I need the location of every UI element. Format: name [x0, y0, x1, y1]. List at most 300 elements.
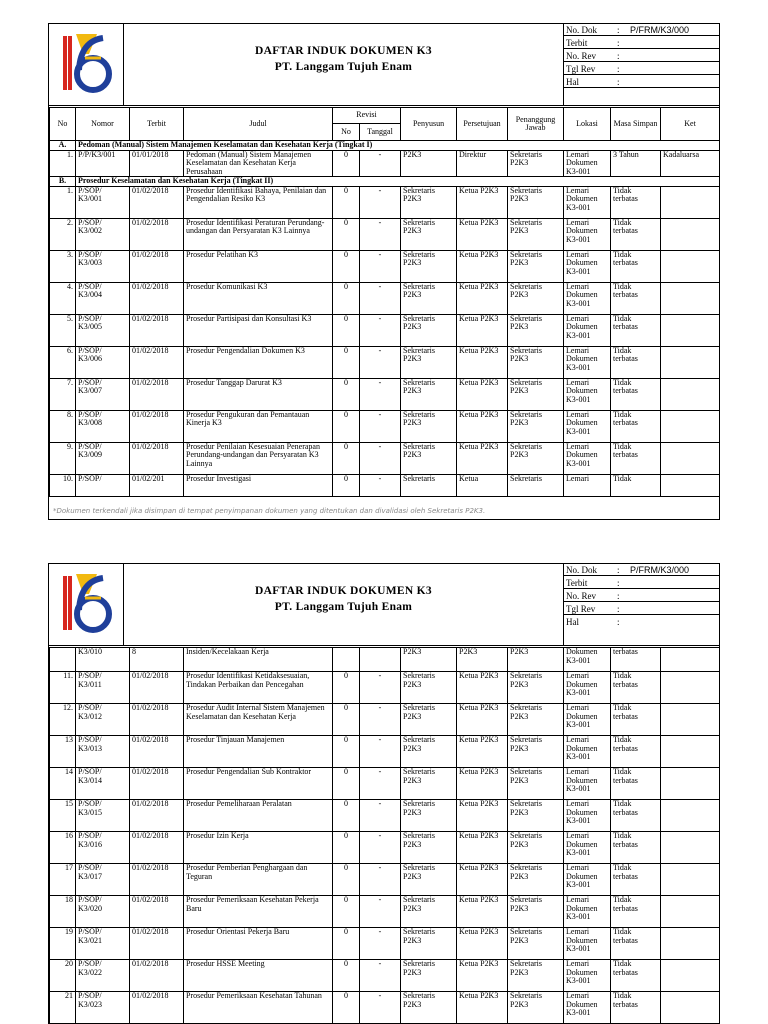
- cell-no: 17: [50, 864, 76, 896]
- cell-masa-simpan: Tidak terbatas: [611, 768, 661, 800]
- cell-masa-simpan: terbatas: [611, 648, 661, 672]
- cell-persetujuan: Ketua P2K3: [457, 250, 508, 282]
- col-header-penyusun: Penyusun: [401, 108, 457, 141]
- cell-penyusun: Sekretaris P2K3: [401, 768, 457, 800]
- cell-judul: Prosedur Partisipasi dan Konsultasi K3: [184, 314, 333, 346]
- cell-masa-simpan: Tidak terbatas: [611, 992, 661, 1024]
- cell-penanggung-jawab: Sekretaris P2K3: [508, 736, 564, 768]
- cell-no: 4.: [50, 282, 76, 314]
- cell-penanggung-jawab: Sekretaris P2K3: [508, 672, 564, 704]
- table-row: [50, 648, 720, 672]
- cell-rev-no: 0: [333, 186, 360, 218]
- cell-judul: Prosedur Tinjauan Manajemen: [184, 736, 333, 768]
- section-letter: A.: [50, 141, 76, 151]
- document-page-1: [48, 23, 720, 520]
- cell-persetujuan: Ketua P2K3: [457, 896, 508, 928]
- cell-no: 18: [50, 896, 76, 928]
- cell-judul: Prosedur Pemeriksaan Kesehatan Tahunan: [184, 992, 333, 1024]
- cell-penanggung-jawab: Sekretaris P2K3: [508, 282, 564, 314]
- cell-penyusun: Sekretaris P2K3: [401, 186, 457, 218]
- document-title-block: [124, 24, 564, 106]
- cell-persetujuan: Ketua P2K3: [457, 186, 508, 218]
- cell-lokasi: Lemari Dokumen K3-001: [564, 960, 611, 992]
- cell-masa-simpan: Tidak terbatas: [611, 736, 661, 768]
- meta-no-dok: No. Dok : P/FRM/K3/000: [564, 564, 719, 576]
- cell-judul: Prosedur Tanggap Darurat K3: [184, 378, 333, 410]
- cell-persetujuan: Ketua P2K3: [457, 864, 508, 896]
- cell-rev-tanggal: -: [360, 832, 401, 864]
- cell-nomor: P/SOP/ K3/005: [76, 314, 130, 346]
- cell-ket: [661, 442, 720, 474]
- cell-terbit: 01/02/2018: [130, 410, 184, 442]
- cell-rev-tanggal: [360, 648, 401, 672]
- table-row: [50, 672, 720, 704]
- cell-masa-simpan: Tidak terbatas: [611, 410, 661, 442]
- cell-judul: Pedoman (Manual) Sistem Manajemen Keselamatan dan Kesehatan Kerja Perusahaan: [184, 150, 333, 177]
- company-name: PT. Langgam Tujuh Enam: [274, 601, 413, 613]
- cell-terbit: 01/02/2018: [130, 928, 184, 960]
- cell-rev-tanggal: -: [360, 864, 401, 896]
- col-header-judul: Judul: [184, 108, 333, 141]
- cell-penyusun: Sekretaris P2K3: [401, 442, 457, 474]
- col-header-ket: Ket: [661, 108, 720, 141]
- cell-ket: [661, 250, 720, 282]
- cell-lokasi: Lemari Dokumen K3-001: [564, 250, 611, 282]
- cell-penyusun: Sekretaris P2K3: [401, 928, 457, 960]
- cell-rev-no: 0: [333, 250, 360, 282]
- cell-masa-simpan: Tidak terbatas: [611, 960, 661, 992]
- table-row: [50, 800, 720, 832]
- cell-persetujuan: Ketua P2K3: [457, 928, 508, 960]
- cell-lokasi: Lemari Dokumen K3-001: [564, 832, 611, 864]
- meta-terbit: Terbit :: [564, 37, 719, 49]
- cell-penyusun: Sekretaris P2K3: [401, 410, 457, 442]
- cell-nomor: P/SOP/ K3/007: [76, 378, 130, 410]
- document-title-block: [124, 564, 564, 646]
- col-header-lokasi: Lokasi: [564, 108, 611, 141]
- table-row: [50, 960, 720, 992]
- cell-rev-no: 0: [333, 736, 360, 768]
- cell-terbit: 01/02/2018: [130, 378, 184, 410]
- table-row: [50, 442, 720, 474]
- cell-nomor: P/SOP/ K3/006: [76, 346, 130, 378]
- cell-judul: Prosedur Penilaian Kesesuaian Penerapan Perundang-undangan dan Persyaratan K3 Lainnya: [184, 442, 333, 474]
- cell-rev-tanggal: -: [360, 768, 401, 800]
- cell-lokasi: Lemari Dokumen K3-001: [564, 768, 611, 800]
- cell-rev-no: 0: [333, 378, 360, 410]
- cell-ket: [661, 992, 720, 1024]
- cell-persetujuan: Ketua P2K3: [457, 672, 508, 704]
- table-row: [50, 474, 720, 496]
- cell-rev-tanggal: -: [360, 410, 401, 442]
- cell-penanggung-jawab: Sekretaris P2K3: [508, 378, 564, 410]
- section-title: Pedoman (Manual) Sistem Manajemen Keselamatan dan Kesehatan Kerja (Tingkat I): [76, 141, 720, 151]
- table-row: [50, 832, 720, 864]
- cell-rev-tanggal: -: [360, 704, 401, 736]
- cell-penyusun: Sekretaris P2K3: [401, 346, 457, 378]
- cell-penyusun: Sekretaris: [401, 474, 457, 496]
- cell-penyusun: Sekretaris P2K3: [401, 314, 457, 346]
- cell-rev-no: 0: [333, 410, 360, 442]
- cell-masa-simpan: Tidak terbatas: [611, 832, 661, 864]
- cell-rev-tanggal: -: [360, 282, 401, 314]
- cell-persetujuan: Ketua P2K3: [457, 410, 508, 442]
- col-header-persetujuan: Persetujuan: [457, 108, 508, 141]
- cell-lokasi: Lemari Dokumen K3-001: [564, 378, 611, 410]
- cell-judul: Prosedur Identifikasi Ketidaksesuaian, Tindakan Perbaikan dan Pencegahan: [184, 672, 333, 704]
- cell-lokasi: Lemari Dokumen K3-001: [564, 218, 611, 250]
- cell-ket: [661, 960, 720, 992]
- cell-penanggung-jawab: Sekretaris P2K3: [508, 250, 564, 282]
- cell-persetujuan: Ketua P2K3: [457, 346, 508, 378]
- table-row: [50, 864, 720, 896]
- cell-terbit: 01/02/2018: [130, 960, 184, 992]
- footnote: *Dokumen terkendali jika disimpan di tempat penyimpanan dokumen yang ditentukan dan divalidasi oleh Sekretaris P2K3.: [53, 507, 486, 515]
- cell-rev-no: [333, 648, 360, 672]
- cell-nomor: P/SOP/ K3/023: [76, 992, 130, 1024]
- cell-no: 1.: [50, 150, 76, 177]
- table-row: [50, 150, 720, 177]
- cell-terbit: 01/02/2018: [130, 704, 184, 736]
- cell-nomor: P/SOP/ K3/021: [76, 928, 130, 960]
- cell-masa-simpan: Tidak: [611, 474, 661, 496]
- cell-rev-tanggal: -: [360, 928, 401, 960]
- cell-terbit: 01/01/2018: [130, 150, 184, 177]
- cell-penanggung-jawab: Sekretaris P2K3: [508, 896, 564, 928]
- cell-nomor: P/SOP/ K3/004: [76, 282, 130, 314]
- cell-rev-no: 0: [333, 314, 360, 346]
- cell-ket: [661, 896, 720, 928]
- cell-no: 1.: [50, 186, 76, 218]
- table-row: [50, 768, 720, 800]
- cell-rev-no: 0: [333, 150, 360, 177]
- cell-ket: [661, 314, 720, 346]
- document-header: [49, 564, 719, 646]
- cell-penanggung-jawab: Sekretaris P2K3: [508, 314, 564, 346]
- cell-penyusun: Sekretaris P2K3: [401, 218, 457, 250]
- cell-no: 3.: [50, 250, 76, 282]
- cell-rev-no: 0: [333, 832, 360, 864]
- meta-terbit: Terbit :: [564, 577, 719, 589]
- cell-terbit: 01/02/2018: [130, 250, 184, 282]
- cell-masa-simpan: Tidak terbatas: [611, 800, 661, 832]
- cell-judul: Prosedur Pengendalian Sub Kontraktor: [184, 768, 333, 800]
- cell-lokasi: Lemari Dokumen K3-001: [564, 928, 611, 960]
- cell-penanggung-jawab: Sekretaris P2K3: [508, 704, 564, 736]
- cell-lokasi: Lemari Dokumen K3-001: [564, 704, 611, 736]
- cell-persetujuan: Ketua P2K3: [457, 960, 508, 992]
- cell-nomor: P/SOP/ K3/016: [76, 832, 130, 864]
- cell-penanggung-jawab: Sekretaris P2K3: [508, 800, 564, 832]
- cell-penyusun: Sekretaris P2K3: [401, 672, 457, 704]
- table-row: [50, 186, 720, 218]
- cell-masa-simpan: Tidak terbatas: [611, 346, 661, 378]
- cell-ket: [661, 474, 720, 496]
- cell-persetujuan: Ketua P2K3: [457, 704, 508, 736]
- cell-terbit: 01/02/2018: [130, 896, 184, 928]
- cell-lokasi: Lemari Dokumen K3-001: [564, 282, 611, 314]
- cell-persetujuan: Ketua P2K3: [457, 736, 508, 768]
- cell-ket: [661, 928, 720, 960]
- cell-penanggung-jawab: Sekretaris P2K3: [508, 864, 564, 896]
- cell-persetujuan: Ketua P2K3: [457, 442, 508, 474]
- cell-nomor: P/SOP/ K3/020: [76, 896, 130, 928]
- cell-penyusun: P2K3: [401, 150, 457, 177]
- cell-rev-tanggal: -: [360, 736, 401, 768]
- cell-nomor: P/SOP/: [76, 474, 130, 496]
- table-row: [50, 250, 720, 282]
- cell-persetujuan: Ketua P2K3: [457, 218, 508, 250]
- cell-no: 13: [50, 736, 76, 768]
- cell-terbit: 01/02/2018: [130, 442, 184, 474]
- cell-no: 20: [50, 960, 76, 992]
- cell-judul: Prosedur Pelatihan K3: [184, 250, 333, 282]
- cell-no: 5.: [50, 314, 76, 346]
- meta-hal: Hal :: [564, 76, 719, 88]
- cell-judul: Prosedur Investigasi: [184, 474, 333, 496]
- section-row: [50, 177, 720, 187]
- cell-terbit: 01/02/2018: [130, 736, 184, 768]
- document-register-table-2: [49, 647, 720, 1024]
- cell-judul: Prosedur Pemeliharaan Peralatan: [184, 800, 333, 832]
- cell-persetujuan: P2K3: [457, 648, 508, 672]
- table-row: [50, 736, 720, 768]
- cell-judul: Prosedur Izin Kerja: [184, 832, 333, 864]
- cell-terbit: 01/02/2018: [130, 992, 184, 1024]
- cell-ket: Kadaluarsa: [661, 150, 720, 177]
- cell-persetujuan: Direktur: [457, 150, 508, 177]
- cell-penyusun: Sekretaris P2K3: [401, 864, 457, 896]
- cell-judul: Prosedur Pemeriksaan Kesehatan Pekerja Baru: [184, 896, 333, 928]
- cell-lokasi: Lemari Dokumen K3-001: [564, 346, 611, 378]
- cell-nomor: P/SOP/ K3/017: [76, 864, 130, 896]
- cell-rev-no: 0: [333, 672, 360, 704]
- cell-rev-no: 0: [333, 218, 360, 250]
- cell-masa-simpan: Tidak terbatas: [611, 442, 661, 474]
- cell-ket: [661, 186, 720, 218]
- cell-rev-no: 0: [333, 768, 360, 800]
- cell-masa-simpan: Tidak terbatas: [611, 896, 661, 928]
- cell-lokasi: Lemari Dokumen K3-001: [564, 150, 611, 177]
- cell-nomor: P/SOP/ K3/012: [76, 704, 130, 736]
- company-name: PT. Langgam Tujuh Enam: [274, 61, 413, 73]
- cell-rev-tanggal: -: [360, 672, 401, 704]
- logo-76-icon: [49, 564, 124, 646]
- company-logo: [49, 564, 124, 646]
- cell-masa-simpan: Tidak terbatas: [611, 314, 661, 346]
- cell-judul: Insiden/Kecelakaan Kerja: [184, 648, 333, 672]
- cell-rev-tanggal: -: [360, 218, 401, 250]
- cell-rev-tanggal: -: [360, 346, 401, 378]
- cell-nomor: P/SOP/ K3/015: [76, 800, 130, 832]
- document-meta: [564, 24, 719, 106]
- cell-nomor: P/SOP/ K3/008: [76, 410, 130, 442]
- cell-lokasi: Lemari Dokumen K3-001: [564, 800, 611, 832]
- document-register-table-1: [49, 107, 720, 497]
- cell-nomor: P/SOP/ K3/022: [76, 960, 130, 992]
- cell-nomor: P/SOP/ K3/003: [76, 250, 130, 282]
- cell-terbit: 01/02/201: [130, 474, 184, 496]
- cell-no: 11.: [50, 672, 76, 704]
- cell-judul: Prosedur Komunikasi K3: [184, 282, 333, 314]
- cell-penyusun: P2K3: [401, 648, 457, 672]
- meta-hal: Hal :: [566, 617, 620, 627]
- table-row: [50, 282, 720, 314]
- cell-penanggung-jawab: Sekretaris P2K3: [508, 186, 564, 218]
- cell-penyusun: Sekretaris P2K3: [401, 896, 457, 928]
- table-row: [50, 346, 720, 378]
- meta-no-rev: No. Rev :: [564, 590, 719, 602]
- col-header-terbit: Terbit: [130, 108, 184, 141]
- cell-nomor: P/SOP/ K3/014: [76, 768, 130, 800]
- cell-lokasi: Dokumen K3-001: [564, 648, 611, 672]
- meta-no-dok: No. Dok : P/FRM/K3/000: [564, 24, 719, 36]
- cell-masa-simpan: 3 Tahun: [611, 150, 661, 177]
- cell-masa-simpan: Tidak terbatas: [611, 864, 661, 896]
- meta-no-rev: No. Rev :: [564, 50, 719, 62]
- cell-penyusun: Sekretaris P2K3: [401, 992, 457, 1024]
- cell-rev-tanggal: -: [360, 150, 401, 177]
- cell-no: [50, 648, 76, 672]
- cell-rev-no: 0: [333, 992, 360, 1024]
- cell-rev-tanggal: -: [360, 896, 401, 928]
- cell-nomor: P/SOP/ K3/011: [76, 672, 130, 704]
- cell-ket: [661, 704, 720, 736]
- cell-penyusun: Sekretaris P2K3: [401, 378, 457, 410]
- cell-no: 16: [50, 832, 76, 864]
- cell-penyusun: Sekretaris P2K3: [401, 960, 457, 992]
- cell-penanggung-jawab: Sekretaris P2K3: [508, 960, 564, 992]
- cell-penyusun: Sekretaris P2K3: [401, 704, 457, 736]
- cell-penanggung-jawab: Sekretaris P2K3: [508, 410, 564, 442]
- cell-lokasi: Lemari Dokumen K3-001: [564, 992, 611, 1024]
- col-header-rev-no: No: [333, 124, 360, 141]
- cell-judul: Prosedur Audit Internal Sistem Manajemen Keselamatan dan Kesehatan Kerja: [184, 704, 333, 736]
- cell-nomor: P/SOP/ K3/013: [76, 736, 130, 768]
- cell-nomor: P/SOP/ K3/001: [76, 186, 130, 218]
- col-header-rev-tanggal: Tanggal: [360, 124, 401, 141]
- document-page-2: [48, 563, 720, 1024]
- cell-penanggung-jawab: Sekretaris P2K3: [508, 928, 564, 960]
- cell-ket: [661, 736, 720, 768]
- cell-terbit: 01/02/2018: [130, 186, 184, 218]
- cell-rev-no: 0: [333, 864, 360, 896]
- cell-rev-no: 0: [333, 474, 360, 496]
- table-row: [50, 928, 720, 960]
- cell-lokasi: Lemari Dokumen K3-001: [564, 896, 611, 928]
- cell-terbit: 01/02/2018: [130, 346, 184, 378]
- cell-persetujuan: Ketua P2K3: [457, 378, 508, 410]
- cell-persetujuan: Ketua P2K3: [457, 314, 508, 346]
- cell-nomor: K3/010: [76, 648, 130, 672]
- cell-masa-simpan: Tidak terbatas: [611, 282, 661, 314]
- col-header-revisi: Revisi: [333, 108, 401, 124]
- col-header-nomor: Nomor: [76, 108, 130, 141]
- cell-persetujuan: Ketua P2K3: [457, 768, 508, 800]
- document-title: DAFTAR INDUK DOKUMEN K3: [255, 45, 432, 57]
- col-header-masa-simpan: Masa Simpan: [611, 108, 661, 141]
- cell-terbit: 01/02/2018: [130, 672, 184, 704]
- cell-ket: [661, 768, 720, 800]
- cell-lokasi: Lemari Dokumen K3-001: [564, 442, 611, 474]
- cell-rev-tanggal: -: [360, 474, 401, 496]
- cell-no: 14: [50, 768, 76, 800]
- cell-terbit: 01/02/2018: [130, 282, 184, 314]
- cell-no: 2.: [50, 218, 76, 250]
- cell-no: 6.: [50, 346, 76, 378]
- cell-penanggung-jawab: Sekretaris: [508, 474, 564, 496]
- cell-lokasi: Lemari Dokumen K3-001: [564, 314, 611, 346]
- cell-rev-tanggal: -: [360, 314, 401, 346]
- cell-rev-tanggal: -: [360, 378, 401, 410]
- cell-lokasi: Lemari Dokumen K3-001: [564, 864, 611, 896]
- cell-rev-tanggal: -: [360, 992, 401, 1024]
- cell-ket: [661, 832, 720, 864]
- cell-lokasi: Lemari Dokumen K3-001: [564, 410, 611, 442]
- cell-masa-simpan: Tidak terbatas: [611, 928, 661, 960]
- cell-no: 7.: [50, 378, 76, 410]
- cell-rev-no: 0: [333, 442, 360, 474]
- cell-persetujuan: Ketua: [457, 474, 508, 496]
- cell-rev-tanggal: -: [360, 186, 401, 218]
- table-row: [50, 378, 720, 410]
- cell-masa-simpan: Tidak terbatas: [611, 378, 661, 410]
- cell-penanggung-jawab: Sekretaris P2K3: [508, 832, 564, 864]
- cell-penyusun: Sekretaris P2K3: [401, 736, 457, 768]
- table-row: [50, 314, 720, 346]
- cell-judul: Prosedur Identifikasi Peraturan Perundang-undangan dan Persyaratan K3 Lainnya: [184, 218, 333, 250]
- cell-penanggung-jawab: P2K3: [508, 648, 564, 672]
- cell-lokasi: Lemari Dokumen K3-001: [564, 736, 611, 768]
- cell-terbit: 01/02/2018: [130, 218, 184, 250]
- table-row: [50, 896, 720, 928]
- section-title: Prosedur Keselamatan dan Kesehatan Kerja (Tingkat II): [76, 177, 720, 187]
- cell-masa-simpan: Tidak terbatas: [611, 218, 661, 250]
- cell-rev-tanggal: -: [360, 250, 401, 282]
- table-row: [50, 218, 720, 250]
- section-letter: B.: [50, 177, 76, 187]
- company-logo: [49, 24, 124, 106]
- cell-rev-no: 0: [333, 896, 360, 928]
- table-row: [50, 704, 720, 736]
- cell-ket: [661, 218, 720, 250]
- cell-ket: [661, 282, 720, 314]
- cell-judul: Prosedur Identifikasi Bahaya, Penilaian dan Pengendalian Resiko K3: [184, 186, 333, 218]
- cell-rev-no: 0: [333, 960, 360, 992]
- table-row: [50, 992, 720, 1024]
- cell-terbit: 01/02/2018: [130, 314, 184, 346]
- document-meta: [564, 564, 719, 646]
- cell-terbit: 01/02/2018: [130, 832, 184, 864]
- cell-ket: [661, 346, 720, 378]
- col-header-no: No: [50, 108, 76, 141]
- cell-rev-tanggal: -: [360, 442, 401, 474]
- cell-penanggung-jawab: Sekretaris P2K3: [508, 218, 564, 250]
- cell-penyusun: Sekretaris P2K3: [401, 250, 457, 282]
- cell-lokasi: Lemari Dokumen K3-001: [564, 186, 611, 218]
- cell-masa-simpan: Tidak terbatas: [611, 672, 661, 704]
- cell-terbit: 01/02/2018: [130, 864, 184, 896]
- cell-rev-no: 0: [333, 704, 360, 736]
- cell-ket: [661, 378, 720, 410]
- cell-penanggung-jawab: Sekretaris P2K3: [508, 992, 564, 1024]
- cell-judul: Prosedur HSSE Meeting: [184, 960, 333, 992]
- cell-nomor: P/SOP/ K3/002: [76, 218, 130, 250]
- cell-no: 8.: [50, 410, 76, 442]
- cell-nomor: P/P/K3/001: [76, 150, 130, 177]
- cell-penanggung-jawab: Sekretaris P2K3: [508, 346, 564, 378]
- cell-rev-no: 0: [333, 928, 360, 960]
